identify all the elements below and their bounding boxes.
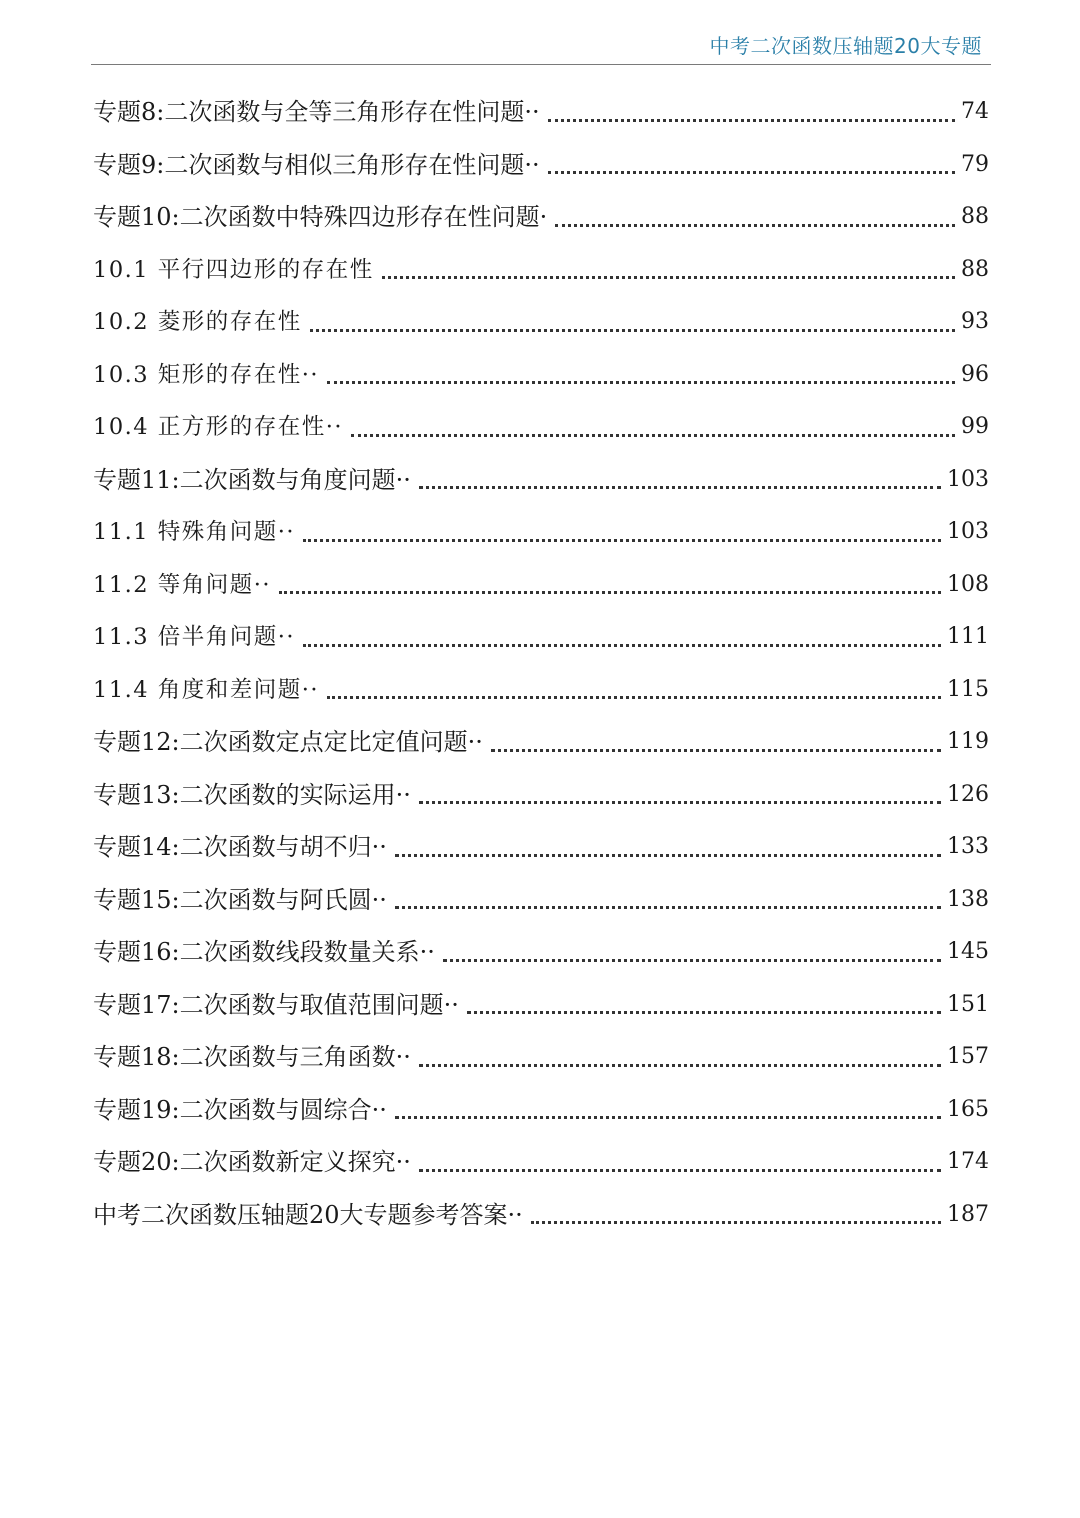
dot-leader xyxy=(395,1116,941,1119)
running-header-title: 中考二次函数压轴题20大专题 xyxy=(709,34,982,58)
toc-entry-page: 126 xyxy=(947,781,989,807)
toc-entry[interactable] xyxy=(93,611,989,664)
toc-entry-title: 专题14:二次函数与胡不归·· xyxy=(93,833,387,861)
toc-entry-title: 10.4 正方形的存在性·· xyxy=(93,414,344,440)
toc-entry[interactable] xyxy=(93,926,989,979)
toc-entry[interactable] xyxy=(93,769,989,822)
dot-leader xyxy=(279,591,941,594)
toc-entry-title: 11.1 特殊角问题·· xyxy=(93,519,296,545)
toc-entry-title: 专题20:二次函数新定义探究·· xyxy=(93,1148,411,1176)
toc-entry-page: 103 xyxy=(947,466,989,492)
toc-entry-title: 专题11:二次函数与角度问题·· xyxy=(93,465,411,494)
toc-entry[interactable] xyxy=(93,506,989,559)
toc-entry-title: 10.3 矩形的存在性·· xyxy=(93,361,320,388)
toc-entry[interactable] xyxy=(93,1189,989,1242)
dot-leader xyxy=(419,1064,941,1067)
toc-entry-page: 133 xyxy=(947,834,989,859)
toc-entry-page: 99 xyxy=(961,414,989,439)
toc-entry-title: 专题17:二次函数与取值范围问题·· xyxy=(93,990,459,1019)
toc-entry-page: 187 xyxy=(947,1201,989,1227)
toc-entry-title: 10.2 菱形的存在性 xyxy=(93,309,302,335)
toc-entry[interactable] xyxy=(93,1136,989,1189)
dot-leader xyxy=(491,749,941,752)
toc-entry-title: 专题10:二次函数中特殊四边形存在性问题· xyxy=(93,203,548,231)
dot-leader xyxy=(303,644,941,647)
toc-entry-page: 88 xyxy=(961,256,989,282)
toc-entry[interactable] xyxy=(93,401,989,454)
toc-entry-page: 88 xyxy=(961,204,989,229)
toc-entry[interactable] xyxy=(93,296,989,349)
toc-entry-page: 115 xyxy=(947,676,989,702)
dot-leader xyxy=(531,1221,941,1224)
toc-entry[interactable] xyxy=(93,191,989,244)
toc-entry-title: 专题16:二次函数线段数量关系·· xyxy=(93,938,435,966)
toc-entry-page: 74 xyxy=(961,99,989,124)
toc-entry[interactable] xyxy=(93,1031,989,1084)
dot-leader xyxy=(395,906,941,909)
toc-entry[interactable] xyxy=(93,454,989,507)
dot-leader xyxy=(395,854,941,857)
toc-entry-title: 专题15:二次函数与阿氏圆·· xyxy=(93,885,387,914)
toc-entry[interactable] xyxy=(93,349,989,402)
toc-entry[interactable] xyxy=(93,979,989,1032)
toc-entry-page: 165 xyxy=(947,1096,989,1122)
table-of-contents xyxy=(93,86,989,1241)
dot-leader xyxy=(351,434,955,437)
toc-entry[interactable] xyxy=(93,244,989,297)
toc-entry-page: 96 xyxy=(961,361,989,387)
toc-entry-title: 专题9:二次函数与相似三角形存在性问题·· xyxy=(93,150,540,179)
toc-entry[interactable] xyxy=(93,1084,989,1137)
dot-leader xyxy=(548,119,955,122)
toc-entry[interactable] xyxy=(93,139,989,192)
dot-leader xyxy=(327,696,941,699)
toc-entry-title: 专题8:二次函数与全等三角形存在性问题·· xyxy=(93,98,540,126)
dot-leader xyxy=(382,276,955,279)
dot-leader xyxy=(467,1011,941,1014)
toc-entry-page: 103 xyxy=(947,519,989,544)
toc-entry-title: 11.2 等角问题·· xyxy=(93,571,272,598)
toc-entry-page: 111 xyxy=(947,624,989,649)
toc-entry[interactable] xyxy=(93,664,989,717)
toc-entry-title: 10.1 平行四边形的存在性 xyxy=(93,256,374,283)
header-divider xyxy=(91,64,991,65)
dot-leader xyxy=(419,801,941,804)
toc-entry-title: 中考二次函数压轴题20大专题参考答案·· xyxy=(93,1200,523,1229)
toc-entry-title: 11.4 角度和差问题·· xyxy=(93,676,320,703)
dot-leader xyxy=(310,329,955,332)
toc-entry[interactable] xyxy=(93,559,989,612)
toc-entry-page: 79 xyxy=(961,151,989,177)
toc-entry-page: 151 xyxy=(947,991,989,1017)
toc-entry-title: 专题12:二次函数定点定比定值问题·· xyxy=(93,728,483,756)
toc-entry-title: 专题19:二次函数与圆综合·· xyxy=(93,1095,387,1124)
toc-entry[interactable] xyxy=(93,716,989,769)
toc-entry-title: 专题13:二次函数的实际运用·· xyxy=(93,780,411,809)
toc-entry[interactable] xyxy=(93,821,989,874)
toc-entry-page: 108 xyxy=(947,571,989,597)
toc-entry[interactable] xyxy=(93,874,989,927)
dot-leader xyxy=(548,171,955,174)
toc-entry-title: 11.3 倍半角问题·· xyxy=(93,624,296,650)
toc-entry-page: 157 xyxy=(947,1044,989,1069)
dot-leader xyxy=(555,224,955,227)
dot-leader xyxy=(327,381,955,384)
toc-entry-page: 138 xyxy=(947,886,989,912)
toc-entry-page: 119 xyxy=(947,729,989,754)
dot-leader xyxy=(419,486,941,489)
dot-leader xyxy=(303,539,941,542)
toc-entry-page: 145 xyxy=(947,939,989,964)
toc-entry-title: 专题18:二次函数与三角函数·· xyxy=(93,1043,411,1071)
toc-entry-page: 174 xyxy=(947,1149,989,1174)
dot-leader xyxy=(419,1169,941,1172)
toc-entry[interactable] xyxy=(93,86,989,139)
dot-leader xyxy=(443,959,941,962)
toc-entry-page: 93 xyxy=(961,309,989,334)
